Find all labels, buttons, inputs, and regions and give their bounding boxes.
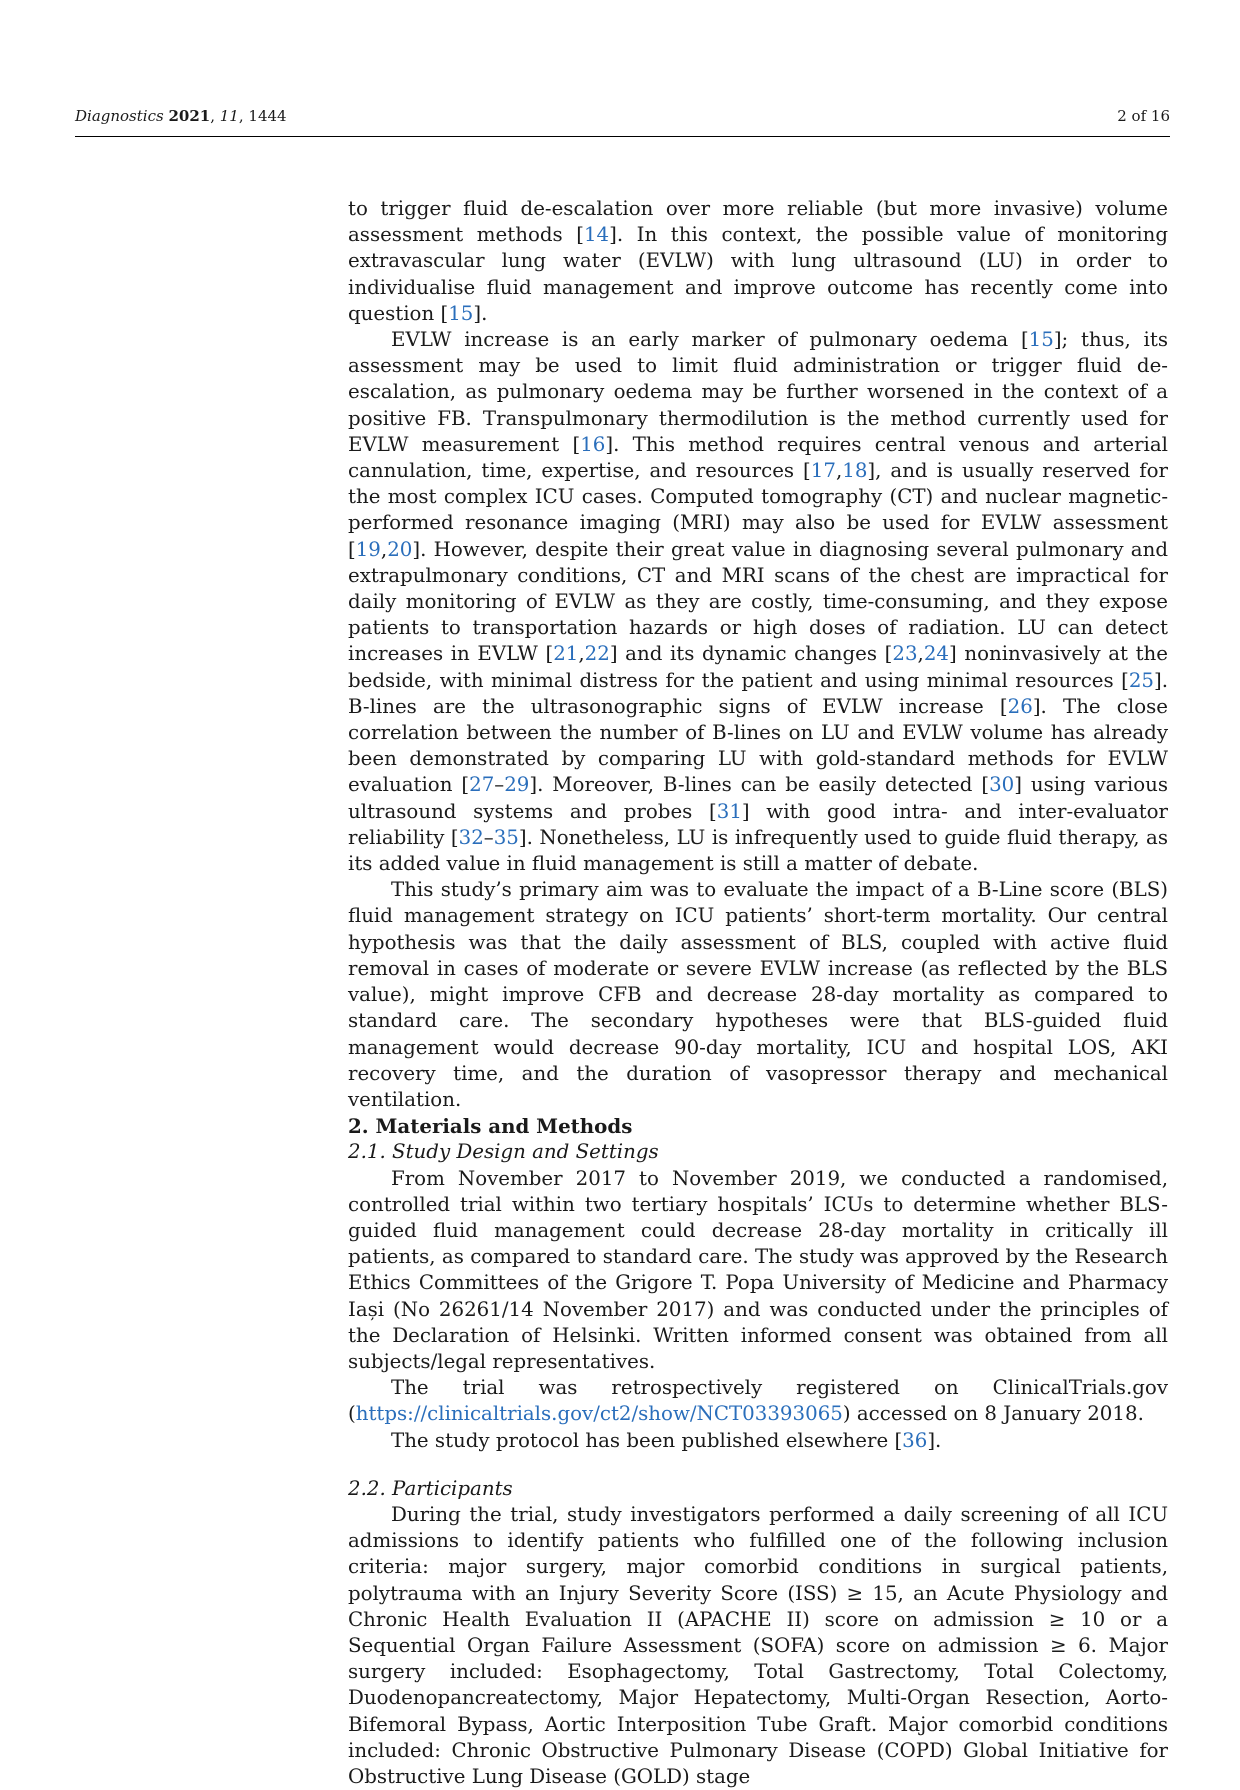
citation-link[interactable]: 36	[902, 1428, 928, 1452]
paragraph-registration: The trial was retrospectively registered on ClinicalTrials.gov (https://clinicaltrials.gov/ct2/show/NCT03393065) accessed on 8 January 2018.	[348, 1376, 1168, 1426]
paragraph-evlw: EVLW increase is an early marker of pulmonary oedema [15]; thus, its assessment may be used to limit fluid administration or trigger fluid de-escalation, as pulmonary oedema may be further worsened in the context of a positive FB. Transpulmonary thermodilution is the method currently used for EVLW measurement [16]. This method requires central venous and arterial cannulation, time, expertise, and resources [17,18], and is usually reserved for the most complex ICU cases. Computed tomography (CT) and nuclear magnetic-performed resonance imaging (MRI) may also be used for EVLW assessment [19,20]. However, despite their great value in diagnosing several pulmonary and extrapulmonary conditions, CT and MRI scans of the chest are impractical for daily monitoring of EVLW as they are costly, time-consuming, and they expose patients to transportation hazards or high doses of radiation. LU can detect increases in EVLW [21,22] and its dynamic changes [23,24] noninvasively at the bedside, with minimal distress for the patient and using minimal resources [25]. B-lines are the ultrasonographic signs of EVLW increase [26]. The close correlation between the number of B-lines on LU and EVLW volume has already been demonstrated by comparing LU with gold-standard methods for EVLW evaluation [27–29]. Moreover, B-lines can be easily detected [30] using various ultrasound systems and probes [31] with good intra- and inter-evaluator reliability [32–35]. Nonetheless, LU is infrequently used to guide fluid therapy, as its added value in fluid management is still a matter of debate.	[348, 328, 1169, 876]
journal-citation: Diagnostics 2021, 11, 1444	[75, 107, 287, 125]
citation-link[interactable]: 25	[1128, 668, 1154, 692]
citation-link[interactable]: 20	[387, 537, 413, 561]
citation-link[interactable]: 17	[810, 459, 836, 483]
citation-link[interactable]: 26	[1007, 694, 1033, 718]
citation-link[interactable]: 30	[989, 773, 1015, 797]
citation-link[interactable]: 32	[458, 825, 484, 849]
citation-link[interactable]: 23	[892, 642, 918, 666]
trial-registry-link[interactable]: https://clinicaltrials.gov/ct2/show/NCT03393065	[355, 1402, 843, 1426]
paragraph-continued: to trigger fluid de-escalation over more reliable (but more invasive) volume assessment methods [14]. In this context, the possible value of monitoring extravascular lung water (EVLW) with lung ultrasound (LU) in order to individualise fluid management and improve outcome has recently come into question [15].	[348, 197, 1168, 325]
citation-link[interactable]: 18	[842, 459, 868, 483]
header-rule	[75, 136, 1170, 137]
journal-volume: 11	[219, 107, 239, 125]
citation-link[interactable]: 15	[1028, 328, 1054, 352]
paragraph-protocol: The study protocol has been published elsewhere [36].	[391, 1428, 942, 1452]
citation-link[interactable]: 27	[469, 773, 495, 797]
citation-link[interactable]: 29	[504, 773, 530, 797]
journal-year: 2021	[168, 107, 211, 125]
citation-link[interactable]: 16	[580, 432, 606, 456]
citation-link[interactable]: 35	[493, 825, 519, 849]
citation-link[interactable]: 15	[448, 301, 474, 325]
paragraph-study-aim: This study’s primary aim was to evaluate the impact of a B-Line score (BLS) fluid management strategy on ICU patients’ short-term mortality. Our central hypothesis was that the daily assessment of BLS, coupled with active fluid removal in cases of moderate or severe EVLW increase (as reflected by the BLS value), might improve CFB and decrease 28-day mortality as compared to standard care. The secondary hypotheses were that BLS-guided fluid management would decrease 90-day mortality, ICU and hospital LOS, AKI recovery time, and the duration of vasopressor therapy and mechanical ventilation.	[348, 878, 1168, 1111]
paragraph-study-design: From November 2017 to November 2019, we conducted a randomised, controlled trial within two tertiary hospitals’ ICUs to determine whether BLS-guided fluid management could decrease 28-day mortality in critically ill patients, as compared to standard care. The study was approved by the Research Ethics Committees of the Grigore T. Popa University of Medicine and Pharmacy Iași (No 26261/14 November 2017) and was conducted under the principles of the Declaration of Helsinki. Written informed consent was obtained from all subjects/legal representatives.	[348, 1166, 1168, 1373]
citation-link[interactable]: 22	[584, 642, 610, 666]
journal-name: Diagnostics	[75, 107, 164, 125]
article-number: 1444	[248, 107, 287, 125]
article-body	[348, 196, 1168, 1790]
citation-link[interactable]: 21	[553, 642, 579, 666]
page-number: 2 of 16	[1117, 107, 1170, 125]
citation-link[interactable]: 19	[355, 537, 381, 561]
subsection-heading: 2.1. Study Design and Settings	[348, 1140, 659, 1164]
citation-link[interactable]: 31	[716, 799, 742, 823]
citation-link[interactable]: 14	[583, 223, 610, 247]
subsection-heading: 2.2. Participants	[348, 1476, 513, 1500]
section-heading: 2. Materials and Methods	[348, 1114, 633, 1139]
citation-link[interactable]: 24	[923, 642, 950, 666]
paragraph-participants: During the trial, study investigators performed a daily screening of all ICU admissions to identify patients who fulfilled one of the following inclusion criteria: major surgery, major comorbid conditions in surgical patients, polytrauma with an Injury Severity Score (ISS) ≥ 15, an Acute Physiology and Chronic Health Evaluation II (APACHE II) score on admission ≥ 10 or a Sequential Organ Failure Assessment (SOFA) score on admission ≥ 6. Major surgery included: Esophagectomy, Total Gastrectomy, Total Colectomy, Duodenopancreatectomy, Major Hepatectomy, Multi-Organ Resection, Aorto-Bifemoral Bypass, Aortic Interposition Tube Graft. Major comorbid conditions included: Chronic Obstructive Pulmonary Disease (COPD) Global Initiative for Obstructive Lung Disease (GOLD) stage	[348, 1502, 1168, 1788]
